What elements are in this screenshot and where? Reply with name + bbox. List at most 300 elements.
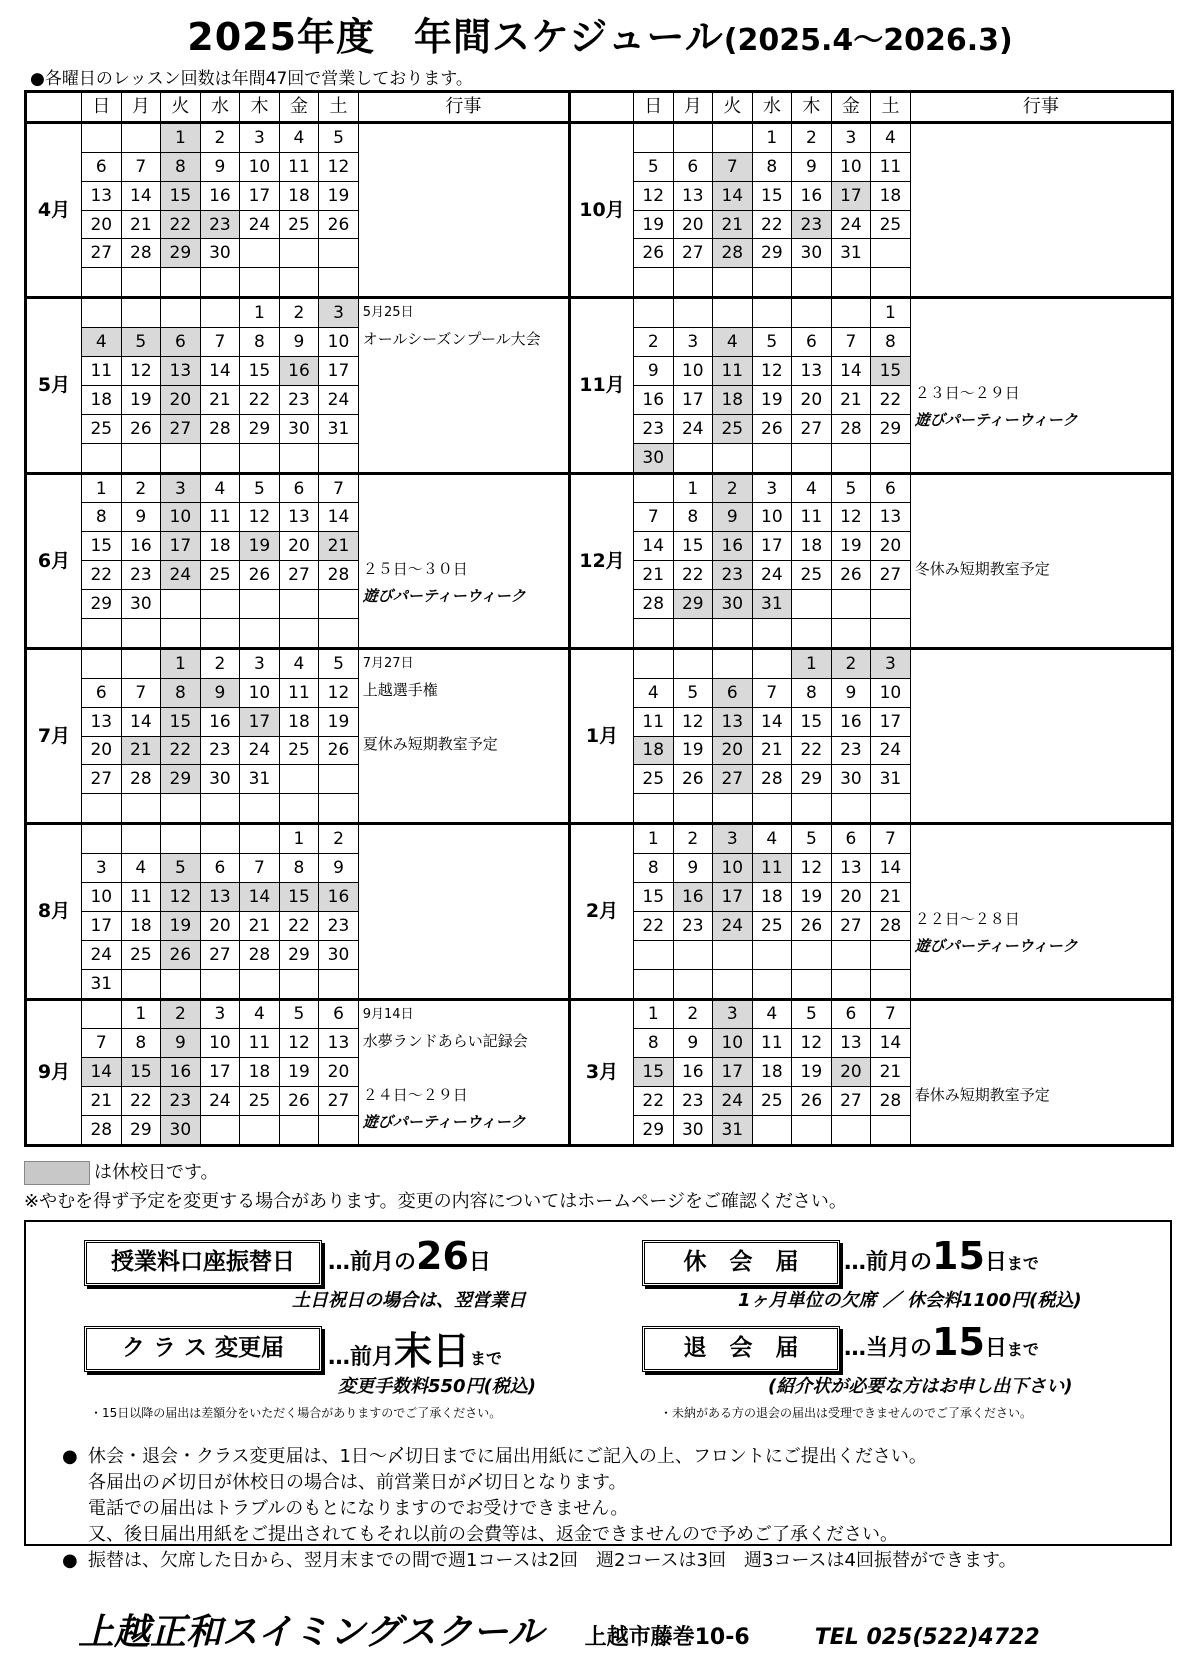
- day-cell: 28: [633, 590, 673, 619]
- day-cell: [713, 268, 753, 298]
- day-cell: 28: [713, 239, 753, 268]
- day-cell: 11: [752, 1029, 792, 1058]
- day-cell: [792, 969, 832, 999]
- day-cell: 20: [319, 1058, 359, 1087]
- withdraw-tiny: ・未納がある方の退会の届出は受理できませんのでご了承ください。: [660, 1406, 1033, 1420]
- day-cell: 9: [279, 328, 319, 357]
- event-line: [911, 825, 1171, 852]
- class-change-deadline: …前月末日まで: [328, 1329, 503, 1373]
- day-cell: [673, 618, 713, 648]
- day-cell: 2: [279, 298, 319, 328]
- day-cell: 22: [792, 736, 832, 765]
- day-cell: 31: [319, 414, 359, 443]
- calendar-week-row: [26, 298, 1173, 328]
- day-cell: [82, 122, 122, 152]
- day-cell: [121, 298, 161, 328]
- withdraw-label: 退 会 届: [642, 1326, 840, 1372]
- events-cell: [910, 122, 1172, 297]
- day-cell: 27: [279, 561, 319, 590]
- day-cell: 8: [792, 678, 832, 707]
- event-line: [911, 502, 1171, 529]
- day-cell: 15: [279, 882, 319, 911]
- day-cell: 23: [633, 414, 673, 443]
- event-line: [911, 650, 1171, 677]
- events-cell: [910, 999, 1172, 1146]
- event-line: [359, 502, 568, 529]
- day-cell: 10: [713, 1029, 753, 1058]
- month-label: 3月: [569, 999, 633, 1146]
- day-cell: 13: [82, 181, 122, 210]
- day-cell: 19: [319, 181, 359, 210]
- day-cell: 11: [279, 152, 319, 181]
- events-cell: [358, 298, 569, 473]
- note-item: [62, 1470, 1017, 1496]
- day-cell: 11: [240, 1029, 280, 1058]
- day-cell: [871, 618, 911, 648]
- day-cell: [200, 590, 240, 619]
- day-cell: 28: [319, 561, 359, 590]
- day-cell: 20: [279, 532, 319, 561]
- day-cell: 7: [82, 1029, 122, 1058]
- calendar-week-row: [26, 648, 1173, 678]
- day-cell: [713, 648, 753, 678]
- event-line: [359, 906, 568, 933]
- day-cell: 10: [240, 678, 280, 707]
- bullet-dot: ●: [62, 1550, 78, 1571]
- schedule-change-note: ※やむを得ず予定を変更する場合があります。変更の内容についてはホームページをご確認ください。: [24, 1191, 847, 1212]
- day-cell: 10: [200, 1029, 240, 1058]
- day-cell: 24: [161, 561, 201, 590]
- day-cell: 3: [713, 824, 753, 854]
- day-cell: 4: [82, 328, 122, 357]
- day-cell: 4: [200, 473, 240, 503]
- day-cell: 6: [713, 678, 753, 707]
- day-cell: 18: [121, 911, 161, 940]
- day-cell: 2: [673, 999, 713, 1029]
- day-cell: 5: [319, 648, 359, 678]
- day-cell: 31: [82, 969, 122, 999]
- event-line: [359, 1055, 568, 1082]
- day-cell: 1: [279, 824, 319, 854]
- day-cell: 17: [200, 1058, 240, 1087]
- event-line: [359, 610, 568, 637]
- day-cell: 12: [792, 1029, 832, 1058]
- event-line: [911, 1055, 1171, 1082]
- day-cell: 28: [121, 765, 161, 794]
- weekday-header: 水: [200, 92, 240, 123]
- day-cell: [673, 268, 713, 298]
- events-cell: [358, 999, 569, 1146]
- day-cell: 19: [240, 532, 280, 561]
- day-cell: 29: [161, 765, 201, 794]
- day-cell: 1: [633, 999, 673, 1029]
- day-cell: 30: [161, 1116, 201, 1146]
- event-line: 遊びパーティーウィーク: [914, 411, 1078, 430]
- day-cell: 14: [871, 854, 911, 883]
- day-cell: 23: [279, 385, 319, 414]
- day-cell: 20: [871, 532, 911, 561]
- day-cell: 20: [831, 1058, 871, 1087]
- day-cell: 20: [82, 210, 122, 239]
- day-cell: 23: [673, 1087, 713, 1116]
- day-cell: 29: [871, 414, 911, 443]
- day-cell: 20: [792, 385, 832, 414]
- day-cell: 22: [633, 1087, 673, 1116]
- day-cell: 28: [200, 414, 240, 443]
- footer: [78, 1604, 1040, 1655]
- leave-deadline: …前月の15日まで: [844, 1234, 1039, 1278]
- event-line: ２４日～２９日: [362, 1085, 468, 1104]
- day-cell: [752, 940, 792, 969]
- day-cell: 12: [831, 503, 871, 532]
- day-cell: 21: [121, 210, 161, 239]
- day-cell: 17: [713, 1058, 753, 1087]
- event-line: [911, 731, 1171, 758]
- day-cell: 12: [319, 152, 359, 181]
- day-cell: 16: [200, 707, 240, 736]
- event-line: 水夢ランドあらい記録会: [362, 1031, 528, 1050]
- day-cell: 30: [200, 239, 240, 268]
- day-cell: 14: [121, 181, 161, 210]
- calendar-week-row: [26, 473, 1173, 503]
- day-cell: 29: [673, 590, 713, 619]
- day-cell: 15: [871, 357, 911, 386]
- day-cell: [200, 268, 240, 298]
- event-line: [359, 960, 568, 987]
- day-cell: [792, 618, 832, 648]
- day-cell: 7: [240, 854, 280, 883]
- day-cell: 6: [792, 328, 832, 357]
- day-cell: [792, 1116, 832, 1146]
- day-cell: 4: [279, 122, 319, 152]
- day-cell: [82, 824, 122, 854]
- day-cell: 2: [713, 473, 753, 503]
- day-cell: 26: [161, 940, 201, 969]
- day-cell: 28: [831, 414, 871, 443]
- day-cell: 16: [713, 532, 753, 561]
- event-line: [911, 1001, 1171, 1028]
- event-line: [359, 407, 568, 434]
- day-cell: [121, 443, 161, 473]
- day-cell: [279, 618, 319, 648]
- day-cell: [831, 590, 871, 619]
- day-cell: 7: [633, 503, 673, 532]
- day-cell: 18: [871, 181, 911, 210]
- day-cell: 18: [200, 532, 240, 561]
- event-line: [359, 205, 568, 232]
- day-cell: 27: [673, 239, 713, 268]
- day-cell: 5: [121, 328, 161, 357]
- day-cell: 21: [200, 385, 240, 414]
- note-item: [62, 1444, 1017, 1470]
- event-line: [359, 529, 568, 556]
- day-cell: 30: [200, 765, 240, 794]
- day-cell: 25: [240, 1087, 280, 1116]
- day-cell: 6: [200, 854, 240, 883]
- event-line: [359, 151, 568, 178]
- note-text: 又、後日届出用紙をご提出されてもそれ以前の会費等は、返金できませんので予めご了承ください。: [88, 1524, 898, 1545]
- day-cell: 10: [240, 152, 280, 181]
- day-cell: [82, 298, 122, 328]
- day-cell: 4: [121, 854, 161, 883]
- day-cell: 21: [831, 385, 871, 414]
- day-cell: [161, 268, 201, 298]
- weekday-header: 日: [82, 92, 122, 123]
- annual-calendar: [24, 90, 1174, 1147]
- day-cell: 9: [319, 854, 359, 883]
- event-line: [911, 124, 1171, 151]
- title-range: (2025.4～2026.3): [723, 23, 1013, 58]
- day-cell: [82, 648, 122, 678]
- event-line: ２２日～２８日: [914, 910, 1020, 929]
- day-cell: 31: [240, 765, 280, 794]
- day-cell: 24: [200, 1087, 240, 1116]
- month-label: 1月: [569, 648, 633, 823]
- day-cell: [633, 794, 673, 824]
- day-cell: 3: [240, 648, 280, 678]
- day-cell: [319, 1116, 359, 1146]
- day-cell: [673, 940, 713, 969]
- event-line: [911, 1028, 1171, 1055]
- day-cell: [200, 443, 240, 473]
- day-cell: [792, 794, 832, 824]
- day-cell: [673, 969, 713, 999]
- day-cell: [279, 443, 319, 473]
- event-line: [911, 326, 1171, 353]
- day-cell: 14: [200, 357, 240, 386]
- day-cell: 17: [240, 707, 280, 736]
- event-line: [359, 475, 568, 502]
- event-line: [359, 879, 568, 906]
- day-cell: [240, 1116, 280, 1146]
- event-line: [911, 299, 1171, 326]
- day-cell: [792, 590, 832, 619]
- day-cell: [82, 268, 122, 298]
- tuition-label: 授業料口座振替日: [84, 1240, 322, 1286]
- event-line: [911, 178, 1171, 205]
- day-cell: 8: [82, 503, 122, 532]
- day-cell: 24: [713, 1087, 753, 1116]
- events-cell: [910, 298, 1172, 473]
- calendar-week-row: [26, 824, 1173, 854]
- day-cell: 26: [831, 561, 871, 590]
- weekday-header: 水: [752, 92, 792, 123]
- day-cell: 2: [319, 824, 359, 854]
- day-cell: 20: [673, 210, 713, 239]
- day-cell: 11: [200, 503, 240, 532]
- day-cell: 27: [831, 1087, 871, 1116]
- day-cell: 10: [82, 882, 122, 911]
- day-cell: [831, 443, 871, 473]
- day-cell: 29: [240, 414, 280, 443]
- day-cell: 3: [871, 648, 911, 678]
- day-cell: [871, 969, 911, 999]
- day-cell: [633, 268, 673, 298]
- weekday-header: 日: [633, 92, 673, 123]
- event-line: [359, 933, 568, 960]
- day-cell: 3: [82, 854, 122, 883]
- day-cell: 26: [240, 561, 280, 590]
- day-cell: 10: [161, 503, 201, 532]
- day-cell: 16: [279, 357, 319, 386]
- day-cell: 17: [752, 532, 792, 561]
- day-cell: [673, 298, 713, 328]
- day-cell: [279, 1116, 319, 1146]
- day-cell: 4: [752, 999, 792, 1029]
- day-cell: 25: [279, 210, 319, 239]
- day-cell: 31: [752, 590, 792, 619]
- day-cell: 14: [82, 1058, 122, 1087]
- day-cell: [633, 648, 673, 678]
- day-cell: 14: [240, 882, 280, 911]
- events-cell: [910, 824, 1172, 999]
- day-cell: 21: [121, 736, 161, 765]
- day-cell: 24: [831, 210, 871, 239]
- event-line: 冬休み短期教室予定: [914, 559, 1050, 578]
- day-cell: 1: [82, 473, 122, 503]
- event-line: ２５日～３０日: [362, 559, 468, 578]
- day-cell: 20: [161, 385, 201, 414]
- day-cell: 18: [82, 385, 122, 414]
- day-cell: 28: [121, 239, 161, 268]
- weekday-header: 火: [161, 92, 201, 123]
- day-cell: 7: [713, 152, 753, 181]
- day-cell: [792, 940, 832, 969]
- month-label: 8月: [26, 824, 82, 999]
- day-cell: [713, 298, 753, 328]
- day-cell: 12: [633, 181, 673, 210]
- day-cell: 7: [831, 328, 871, 357]
- day-cell: 5: [792, 824, 832, 854]
- day-cell: 6: [279, 473, 319, 503]
- weekday-header: 木: [240, 92, 280, 123]
- weekday-header: 土: [871, 92, 911, 123]
- day-cell: [871, 1116, 911, 1146]
- day-cell: [82, 794, 122, 824]
- events-header: 行事: [910, 92, 1172, 123]
- day-cell: [673, 443, 713, 473]
- day-cell: 16: [121, 532, 161, 561]
- day-cell: [792, 298, 832, 328]
- weekday-header: 木: [792, 92, 832, 123]
- day-cell: [871, 940, 911, 969]
- event-line: 夏休み短期教室予定: [362, 734, 498, 753]
- day-cell: 20: [200, 911, 240, 940]
- day-cell: 4: [752, 824, 792, 854]
- day-cell: [319, 618, 359, 648]
- day-cell: 16: [633, 385, 673, 414]
- day-cell: [831, 969, 871, 999]
- day-cell: 10: [831, 152, 871, 181]
- day-cell: 6: [871, 473, 911, 503]
- day-cell: 24: [319, 385, 359, 414]
- events-cell: [358, 648, 569, 823]
- day-cell: [279, 239, 319, 268]
- day-cell: 23: [319, 911, 359, 940]
- day-cell: 17: [240, 181, 280, 210]
- day-cell: 23: [792, 210, 832, 239]
- day-cell: [82, 618, 122, 648]
- day-cell: 31: [831, 239, 871, 268]
- day-cell: 11: [121, 882, 161, 911]
- day-cell: [713, 969, 753, 999]
- event-line: [911, 960, 1171, 987]
- procedures-box: [24, 1220, 1172, 1571]
- day-cell: [319, 443, 359, 473]
- day-cell: [200, 1116, 240, 1146]
- day-cell: 2: [633, 328, 673, 357]
- note-text: 休会・退会・クラス変更届は、1日～〆切日までに届出用紙にご記入の上、フロントにご提出ください。: [88, 1446, 927, 1467]
- note-text: 振替は、欠席した日から、翌月末までの間で週1コースは2回 週2コースは3回 週3コースは4回振替ができます。: [88, 1550, 1017, 1571]
- day-cell: 27: [82, 239, 122, 268]
- day-cell: [752, 969, 792, 999]
- day-cell: [200, 794, 240, 824]
- day-cell: [319, 268, 359, 298]
- day-cell: 17: [161, 532, 201, 561]
- event-line: [359, 852, 568, 879]
- day-cell: 30: [831, 765, 871, 794]
- day-cell: 10: [752, 503, 792, 532]
- month-label: 7月: [26, 648, 82, 823]
- day-cell: 5: [161, 854, 201, 883]
- day-cell: [713, 618, 753, 648]
- day-cell: 27: [82, 765, 122, 794]
- day-cell: [792, 268, 832, 298]
- day-cell: [121, 268, 161, 298]
- events-header: 行事: [358, 92, 569, 123]
- day-cell: 4: [792, 473, 832, 503]
- event-line: [911, 610, 1171, 637]
- day-cell: 13: [831, 854, 871, 883]
- day-cell: [713, 443, 753, 473]
- day-cell: 4: [240, 999, 280, 1029]
- day-cell: 9: [831, 678, 871, 707]
- day-cell: 27: [831, 911, 871, 940]
- day-cell: 3: [673, 328, 713, 357]
- day-cell: [279, 794, 319, 824]
- day-cell: 19: [752, 385, 792, 414]
- day-cell: 26: [752, 414, 792, 443]
- day-cell: 12: [279, 1029, 319, 1058]
- day-cell: 28: [240, 940, 280, 969]
- month-label: 11月: [569, 298, 633, 473]
- class-change-note: 変更手数料550円(税込): [338, 1376, 537, 1397]
- day-cell: 21: [871, 1058, 911, 1087]
- day-cell: 25: [82, 414, 122, 443]
- day-cell: 4: [279, 648, 319, 678]
- event-line: [911, 475, 1171, 502]
- day-cell: 9: [792, 152, 832, 181]
- day-cell: 5: [792, 999, 832, 1029]
- day-cell: [831, 794, 871, 824]
- day-cell: 16: [673, 1058, 713, 1087]
- day-cell: [240, 268, 280, 298]
- day-cell: 9: [121, 503, 161, 532]
- day-cell: [240, 239, 280, 268]
- day-cell: 21: [319, 532, 359, 561]
- day-cell: 25: [121, 940, 161, 969]
- day-cell: 25: [279, 736, 319, 765]
- day-cell: [633, 473, 673, 503]
- holiday-swatch: [24, 1161, 90, 1185]
- day-cell: 2: [200, 648, 240, 678]
- day-cell: [831, 940, 871, 969]
- event-line: 上越選手権: [362, 680, 438, 699]
- day-cell: 23: [121, 561, 161, 590]
- title-main: 2025年度 年間スケジュール: [187, 15, 724, 59]
- month-header-blank: [569, 92, 633, 123]
- day-cell: 15: [633, 1058, 673, 1087]
